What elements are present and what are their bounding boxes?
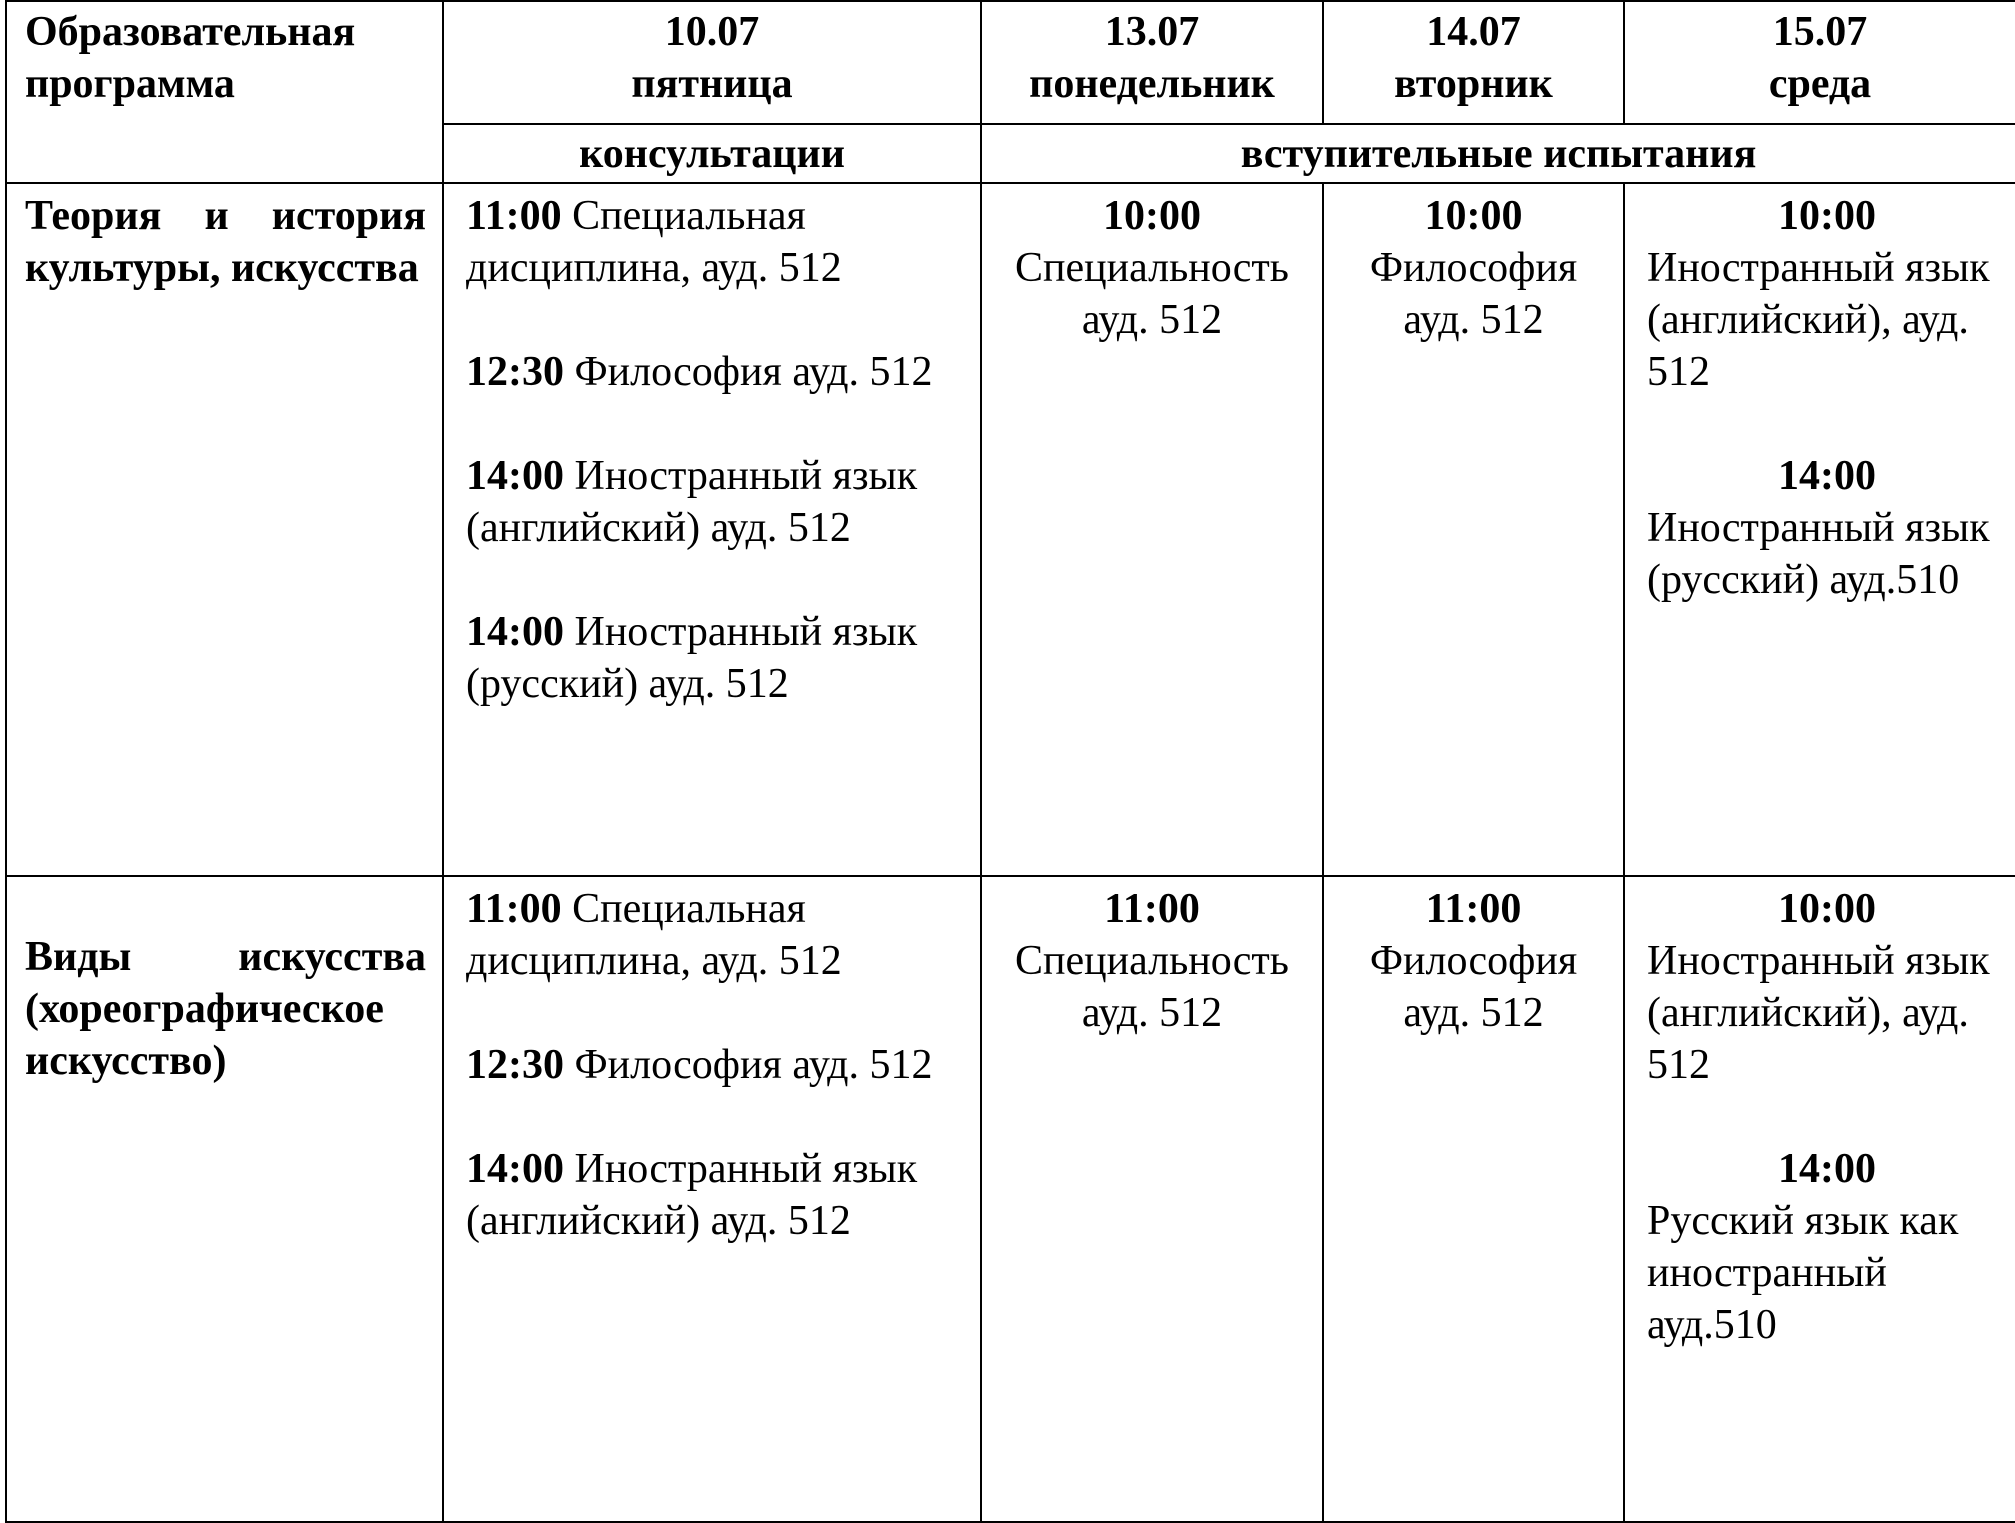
exam-time: 10:00 <box>1424 193 1523 239</box>
date: 13.07 <box>1104 9 1200 55</box>
exam-block <box>1647 883 2007 1091</box>
program-name: Теория и история культуры, искусства <box>6 183 443 876</box>
entry-text: Специальная дисциплина, ауд. 512 <box>466 193 842 291</box>
consultation-entry <box>466 346 970 398</box>
consultation-entry <box>466 606 970 710</box>
exam-text: Иностранный язык (английский), ауд. 512 <box>1647 245 1990 395</box>
entry-time: 12:30 <box>466 1042 564 1088</box>
entry-time: 14:00 <box>466 1146 564 1192</box>
schedule-table <box>5 0 2015 1523</box>
consultations-header: консультации <box>443 124 981 183</box>
date: 15.07 <box>1772 9 1868 55</box>
consultations-cell <box>443 876 981 1522</box>
date: 10.07 <box>664 9 760 55</box>
exams-header: вступительные испытания <box>981 124 2015 183</box>
exam-cell-day3 <box>1323 183 1624 876</box>
consultation-entry <box>466 190 970 294</box>
exam-room: ауд. 512 <box>1081 990 1223 1036</box>
exam-time: 11:00 <box>1104 886 1200 932</box>
exam-cell-day2 <box>981 876 1323 1522</box>
exam-time: 14:00 <box>1778 1146 1876 1192</box>
date-header-3 <box>1323 1 1624 124</box>
exam-time: 10:00 <box>1103 193 1201 239</box>
weekday: понедельник <box>1029 61 1275 107</box>
exam-cell-day4 <box>1624 183 2015 876</box>
exam-time: 10:00 <box>1778 886 1876 932</box>
exam-room: ауд. 512 <box>1081 297 1223 343</box>
exam-text: Иностранный язык (английский), ауд. 512 <box>1647 938 1990 1088</box>
exam-text: Русский язык как иностранный ауд.510 <box>1647 1198 1959 1348</box>
entry-text: Философия ауд. 512 <box>574 349 933 395</box>
table-row <box>6 876 2015 1522</box>
exam-cell-day2 <box>981 183 1323 876</box>
entry-text: Иностранный язык (английский) ауд. 512 <box>466 1146 918 1244</box>
entry-text: Специальная дисциплина, ауд. 512 <box>466 886 842 984</box>
entry-time: 11:00 <box>466 193 562 239</box>
entry-time: 14:00 <box>466 453 564 499</box>
weekday: вторник <box>1394 61 1553 107</box>
exam-block <box>1647 450 2007 606</box>
exam-subject: Философия <box>1369 938 1578 984</box>
date: 14.07 <box>1426 9 1521 55</box>
date-header-4 <box>1624 1 2015 124</box>
exam-room: ауд. 512 <box>1403 297 1544 343</box>
exam-time: 14:00 <box>1778 453 1876 499</box>
exam-cell-day4 <box>1624 876 2015 1522</box>
entry-text: Философия ауд. 512 <box>574 1042 933 1088</box>
exam-time: 11:00 <box>1425 886 1522 932</box>
entry-time: 11:00 <box>466 886 562 932</box>
weekday: пятница <box>631 61 793 107</box>
date-header-1 <box>443 1 981 124</box>
exam-block <box>1647 190 2007 398</box>
consultations-cell <box>443 183 981 876</box>
entry-time: 14:00 <box>466 609 564 655</box>
consultation-entry <box>466 1143 970 1247</box>
exam-subject: Специальность <box>1015 938 1289 984</box>
entry-text: Иностранный язык (русский) ауд. 512 <box>466 609 918 707</box>
exam-block <box>1647 1143 2007 1351</box>
program-column-header: Образовательная программа <box>6 1 443 183</box>
exam-text: Иностранный язык (русский) ауд.510 <box>1647 505 1990 603</box>
entry-text: Иностранный язык (английский) ауд. 512 <box>466 453 918 551</box>
date-header-2 <box>981 1 1323 124</box>
consultation-entry <box>466 883 970 987</box>
table-row <box>6 183 2015 876</box>
exam-subject: Философия <box>1369 245 1578 291</box>
program-name: Виды искусства (хореографическое искусство) <box>6 876 443 1522</box>
consultation-entry <box>466 1039 970 1091</box>
consultation-entry <box>466 450 970 554</box>
header-row <box>6 1 2015 124</box>
weekday: среда <box>1768 61 1872 107</box>
entry-time: 12:30 <box>466 349 564 395</box>
exam-cell-day3 <box>1323 876 1624 1522</box>
exam-time: 10:00 <box>1778 193 1876 239</box>
exam-room: ауд. 512 <box>1403 990 1544 1036</box>
exam-subject: Специальность <box>1015 245 1289 291</box>
